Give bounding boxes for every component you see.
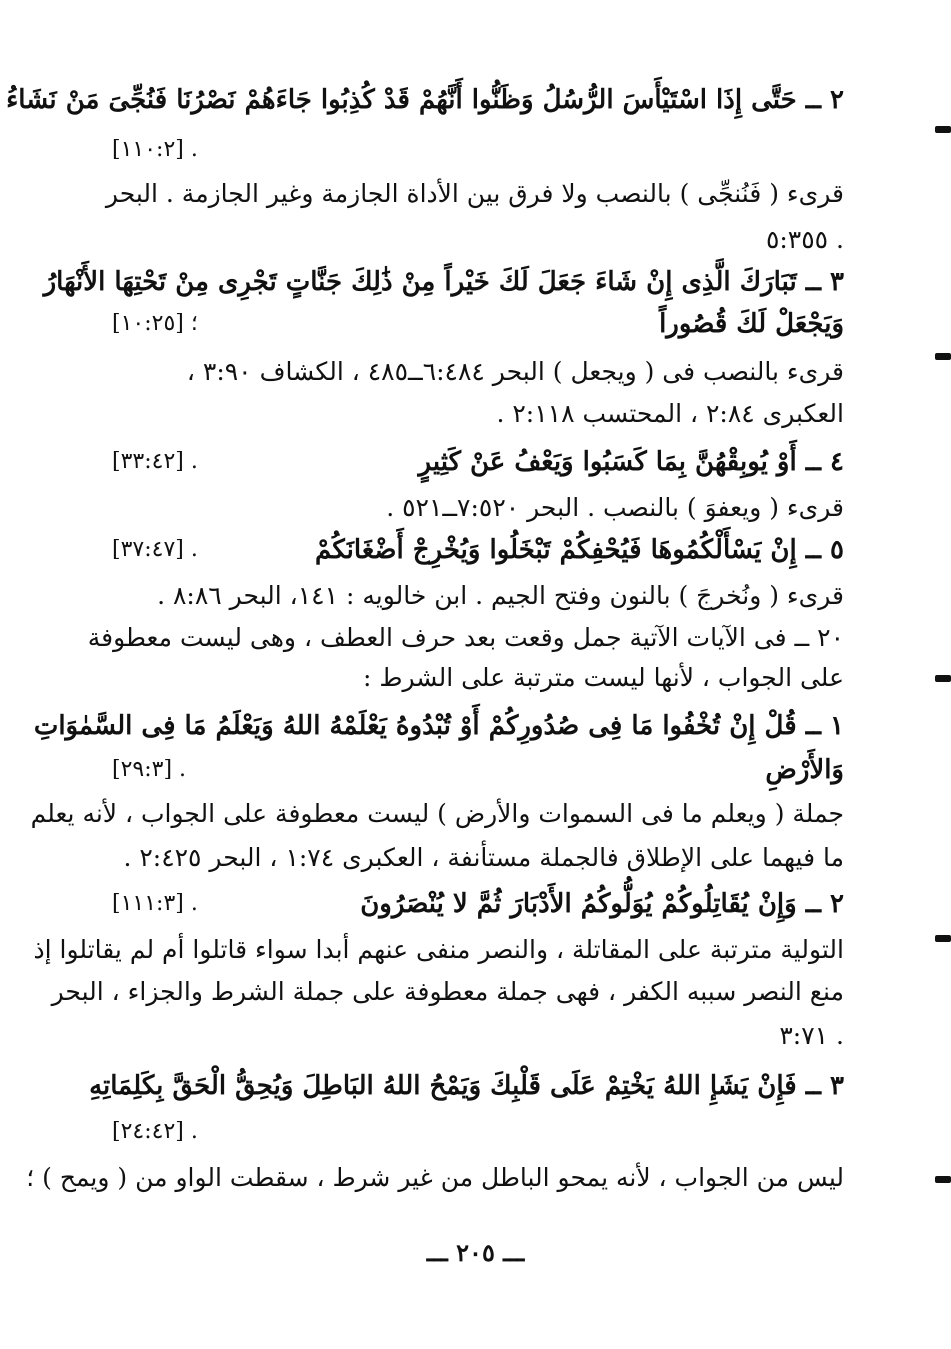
verse-reference: [١١٠:٢] . [112, 137, 198, 162]
verse-reference: [٣٣:٤٢] . [112, 449, 198, 474]
verse-reference: [٢٩:٣] . [112, 757, 187, 782]
verse-line: ٤ ــ أَوْ يُوبِقْهُنَّ بِمَا كَسَبُوا وَيَعْفُ عَنْ كَثِيرٍ [418, 447, 844, 477]
text-line: قرىء ( ونُخرجَ ) بالنون وفتح الجيم . ابن خالويه : ١٤١، البحر ٨:٨٦ . [157, 581, 844, 610]
verse-line: ١ ــ قُلْ إِنْ تُخْفُوا مَا فِى صُدُورِكُمْ أَوْ تُبْدُوهُ يَعْلَمْهُ اللهُ وَيَعْلَمُ مَا فِى السَّمٰوَاتِ [33, 711, 844, 741]
text-line: على الجواب ، لأنها ليست مترتبة على الشرط : [362, 663, 844, 692]
verse-reference: [١٠:٢٥] ؛ [112, 311, 198, 336]
text-line: ما فيهما على الإطلاق فالجملة مستأنفة ، العكبرى ١:٧٤ ، البحر ٢:٤٢٥ . [123, 843, 844, 872]
verse-line: وَيَجْعَلْ لَكَ قُصُوراً [659, 309, 844, 339]
verse-line: ٢ ــ حَتَّى إِذَا اسْتَيْأَسَ الرُّسُلُ وَظَنُّوا أَنَّهُمْ قَدْ كُذِبُوا جَاءَهُمْ نَصْرُنَا فَنُجِّىَ مَنْ نَشَاءُ [6, 85, 844, 115]
text-line: العكبرى ٢:٨٤ ، المحتسب ٢:١١٨ . [496, 399, 844, 428]
text-line: ٥:٣٥٥ . [765, 225, 844, 254]
margin-mark [935, 935, 951, 942]
verse-reference: [٢٤:٤٢] . [112, 1119, 198, 1144]
verse-line: ٢ ــ وَإِنْ يُقَاتِلُوكُمْ يُوَلُّوكُمُ الأَدْبَارَ ثُمَّ لا يُنْصَرُونَ [360, 889, 844, 919]
text-line: التولية مترتبة على المقاتلة ، والنصر منفى عنهم أبدا سواء قاتلوا أم لم يقاتلوا إذ [33, 935, 844, 964]
page-number: ـــ ٢٠٥ ـــ [426, 1238, 525, 1267]
margin-mark [935, 353, 951, 360]
margin-mark [935, 675, 951, 682]
text-line: قرىء ( ويعفوَ ) بالنصب . البحر ٧:٥٢٠ــ٥٢١ . [386, 493, 844, 522]
verse-line: ٣ ــ فَإِنْ يَشَإِ اللهُ يَخْتِمْ عَلَى قَلْبِكَ وَيَمْحُ اللهُ البَاطِلَ وَيُحِقُّ الْحَقَّ بِكَلِمَاتِهِ [89, 1071, 844, 1101]
text-line: قرىء بالنصب فى ( ويجعل ) البحر ٦:٤٨٤ــ٤٨٥ ، الكشاف ٣:٩٠ ، [186, 357, 844, 386]
verse-reference: [١١١:٣] . [112, 891, 198, 916]
text-line: منع النصر سببه الكفر ، فهى جملة معطوفة على جملة الشرط والجزاء ، البحر [51, 977, 844, 1006]
text-line: قرىء ( فَنُنجِّى ) بالنصب ولا فرق بين الأداة الجازمة وغير الجازمة . البحر [105, 179, 844, 208]
text-line: ٣:٧١ . [779, 1021, 844, 1050]
verse-reference: [٣٧:٤٧] . [112, 537, 198, 562]
verse-line: ٣ ــ تَبَارَكَ الَّذِى إِنْ شَاءَ جَعَلَ لَكَ خَيْراً مِنْ ذَٰلِكَ جَنَّاتٍ تَجْرِى مِنْ تَحْتِهَا الأَنْهَارُ [43, 267, 844, 297]
text-line: ليس من الجواب ، لأنه يمحو الباطل من غير شرط ، سقطت الواو من ( ويمح ) ؛ [26, 1163, 844, 1192]
text-line: ٢٠ ــ فى الآيات الآتية جمل وقعت بعد حرف العطف ، وهى ليست معطوفة [87, 623, 844, 652]
margin-mark [935, 126, 951, 133]
margin-mark [935, 1176, 951, 1183]
text-line: جملة ( ويعلم ما فى السموات والأرض ) ليست معطوفة على الجواب ، لأنه يعلم [30, 799, 844, 828]
verse-line: وَالأَرْضِ [765, 755, 844, 785]
verse-line: ٥ ــ إِنْ يَسْأَلْكُمُوهَا فَيُحْفِكُمْ تَبْخَلُوا وَيُخْرِجْ أَضْغَانَكُمْ [315, 535, 844, 565]
